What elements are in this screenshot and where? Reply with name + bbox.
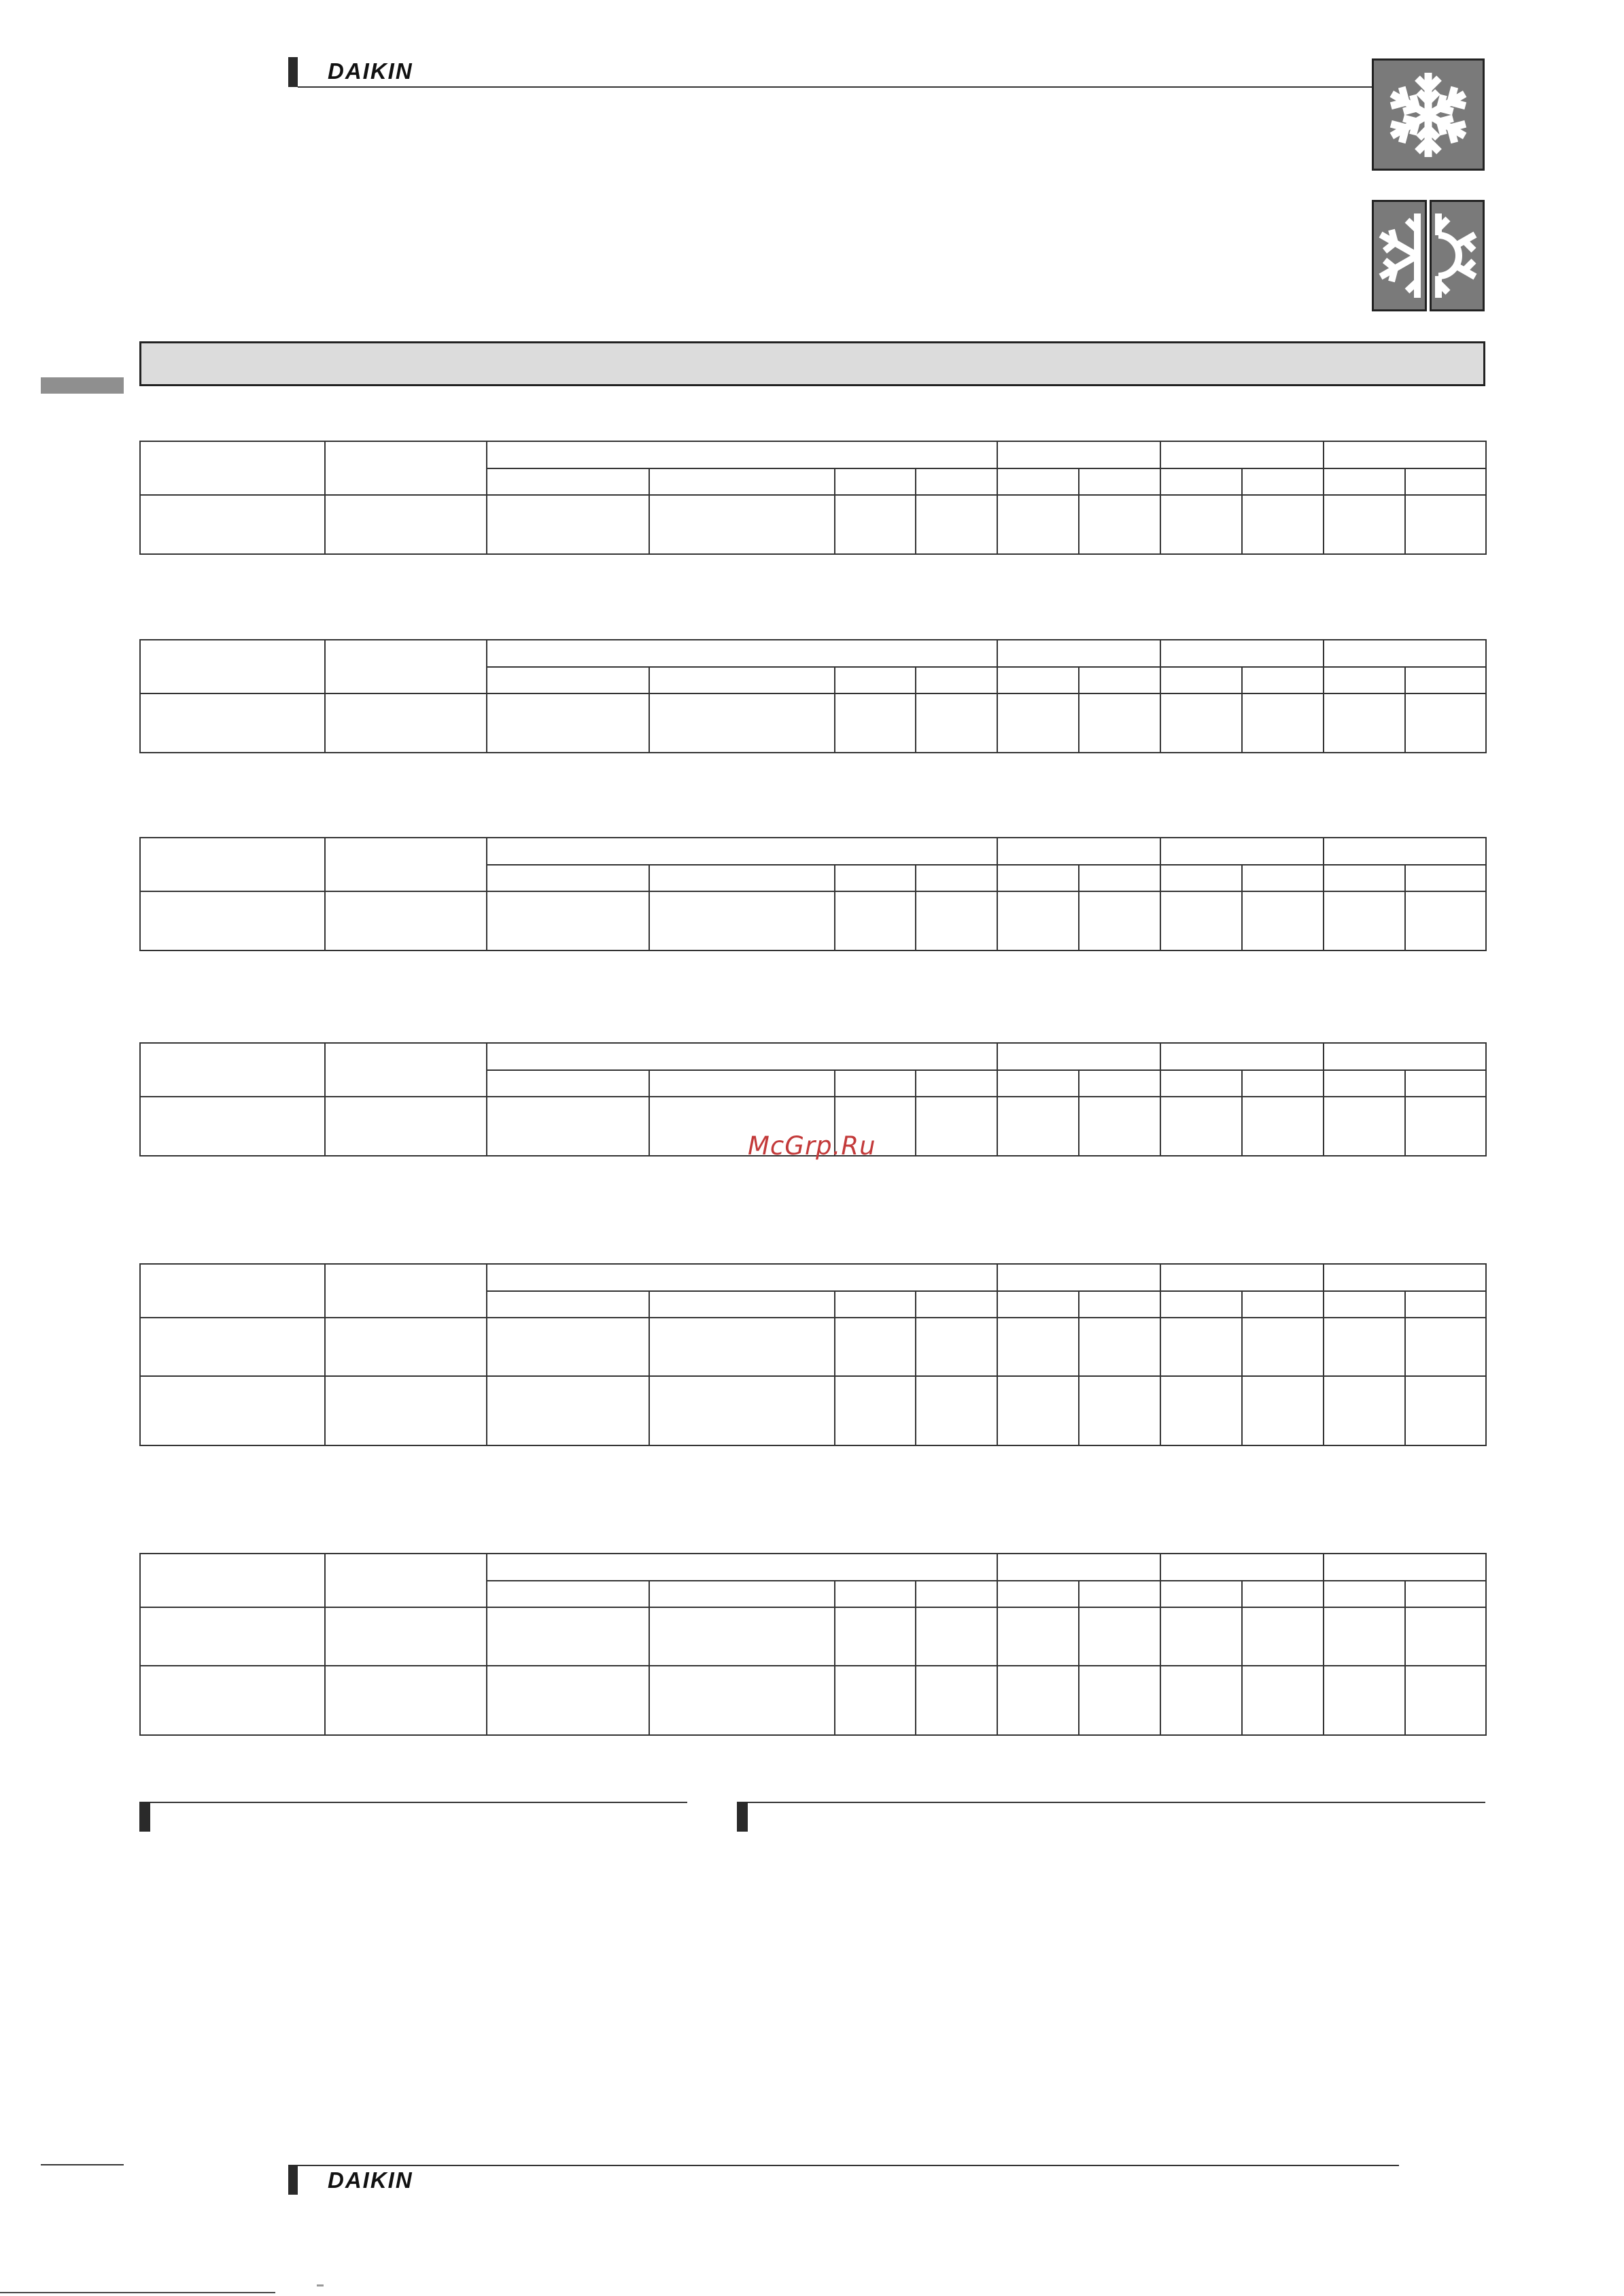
brand-marker bbox=[288, 2165, 298, 2195]
page-mark bbox=[317, 2284, 324, 2286]
spec-table-2 bbox=[139, 639, 1487, 753]
side-tab-marker bbox=[41, 377, 124, 394]
spec-table-1 bbox=[139, 441, 1487, 555]
section-marker bbox=[737, 1802, 748, 1832]
split-snowflake-icon bbox=[1372, 200, 1485, 311]
snowflake-icon bbox=[1372, 58, 1485, 171]
brand-marker bbox=[288, 57, 298, 87]
footer-rule bbox=[298, 2165, 1399, 2166]
section-title-band bbox=[139, 341, 1485, 386]
section-rule bbox=[748, 1802, 1485, 1803]
spec-table-6 bbox=[139, 1553, 1487, 1736]
header-rule bbox=[298, 86, 1399, 88]
spec-table-5 bbox=[139, 1263, 1487, 1446]
page-bottom-rule bbox=[0, 2292, 275, 2293]
brand-logo: DAIKIN bbox=[328, 58, 413, 84]
watermark: McGrp.Ru bbox=[748, 1131, 876, 1161]
brand-logo: DAIKIN bbox=[328, 2168, 413, 2193]
footer-side-rule bbox=[41, 2164, 124, 2165]
spec-table-3 bbox=[139, 837, 1487, 951]
section-marker bbox=[139, 1802, 150, 1832]
section-rule bbox=[150, 1802, 687, 1803]
